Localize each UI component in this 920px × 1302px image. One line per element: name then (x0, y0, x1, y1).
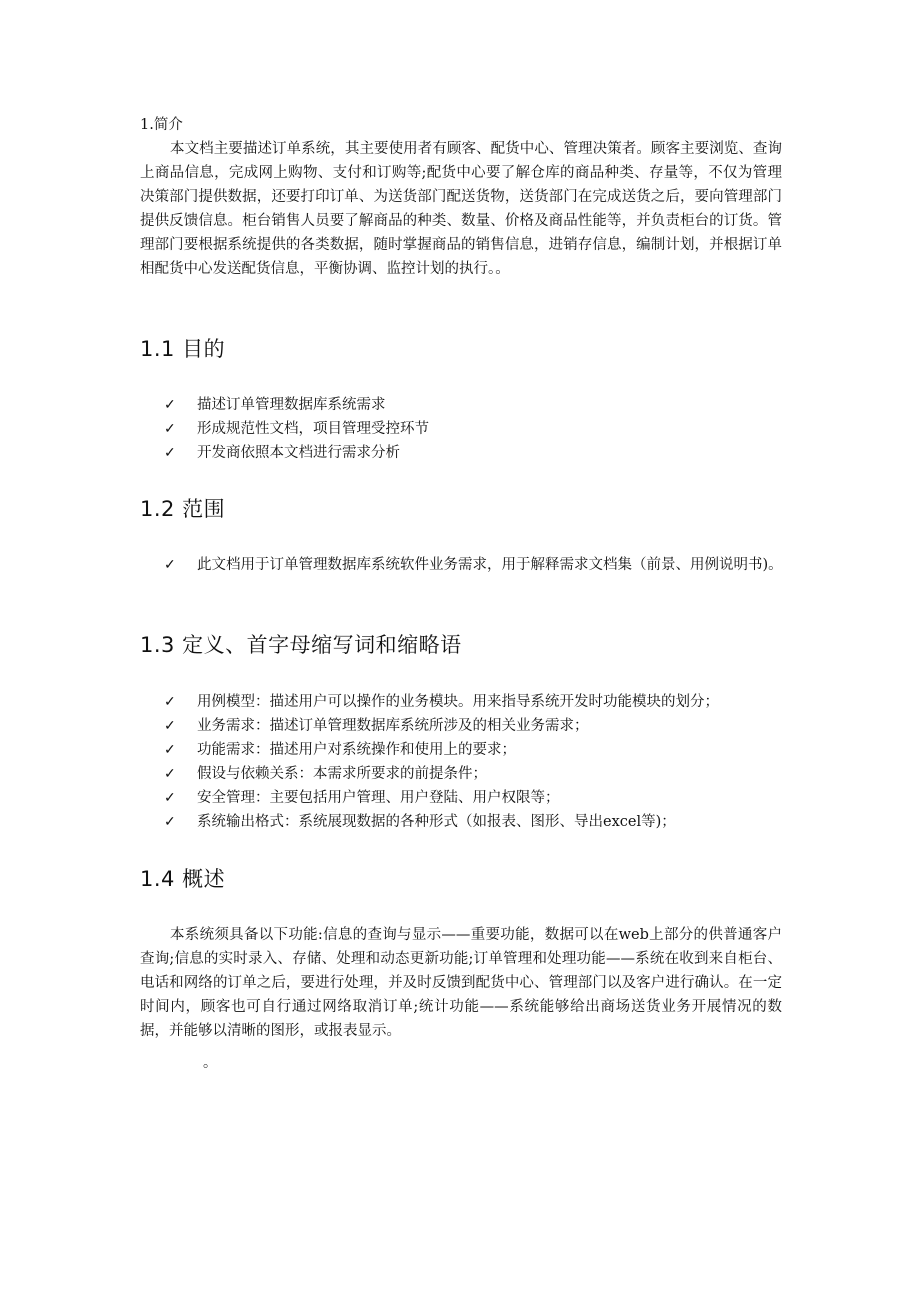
list-item (160, 714, 786, 738)
list-item (160, 553, 786, 577)
list-item (160, 417, 786, 441)
checkmark-icon: ✓ (164, 397, 176, 413)
checkmark-icon: ✓ (164, 742, 176, 758)
section-heading-definitions: 1.3 定义、首字母缩写词和缩略语 (140, 633, 462, 657)
list-item-text: 开发商依照本文档进行需求分析 (197, 445, 400, 461)
list-item (160, 441, 786, 465)
checkmark-icon: ✓ (164, 814, 176, 830)
list-item-text: 业务需求：描述订单管理数据库系统所涉及的相关业务需求； (197, 718, 589, 734)
list-item (160, 810, 786, 834)
overview-paragraph: 本系统须具备以下功能:信息的查询与显示——重要功能，数据可以在web上部分的供普通客户查询;信息的实时录入、存储、处理和动态更新功能;订单管理和处理功能——系统在收到来自柜台、电话和网络的订单之后，要进行处理，并及时反馈到配货中心、管理部门以及客户进行确认。在一定时间内，顾客也可自行通过网络取消订单;统计功能——系统能够给出商场送货业务开展情况的数据，并能够以清晰的图形，或报表显示。 (140, 927, 782, 1039)
list-item-text: 此文档用于订单管理数据库系统软件业务需求，用于解释需求文档集（前景、用例说明书)。 (197, 557, 783, 573)
list-item (160, 762, 786, 786)
intro-title: 1.简介 (140, 117, 183, 133)
list-item-text: 形成规范性文档，项目管理受控环节 (197, 421, 429, 437)
list-item (160, 690, 786, 714)
list-item-text: 用例模型：描述用户可以操作的业务模块。用来指导系统开发时功能模块的划分； (197, 694, 719, 710)
checkmark-icon: ✓ (164, 421, 176, 437)
section-heading-scope: 1.2 范围 (140, 497, 226, 521)
list-item-text: 安全管理：主要包括用户管理、用户登陆、用户权限等； (197, 790, 560, 806)
intro-paragraph: 本文档主要描述订单系统，其主要使用者有顾客、配货中心、管理决策者。顾客主要浏览、查询上商品信息，完成网上购物、支付和订购等;配货中心要了解仓库的商品种类、存量等，不仅为管理决策部门提供数据，还要打印订单、为送货部门配送货物，送货部门在完成送货之后，要向管理部门提供反馈信息。柜台销售人员要了解商品的种类、数量、价格及商品性能等，并负责柜台的订货。管理部门要根据系统提供的各类数据，随时掌握商品的销售信息，进销存信息，编制计划，并根据订单相配货中心发送配货信息，平衡协调、监控计划的执行。。 (140, 141, 782, 277)
checkmark-icon: ✓ (164, 718, 176, 734)
list-item-text: 功能需求：描述用户对系统操作和使用上的要求； (197, 742, 516, 758)
purpose-list (160, 393, 786, 465)
section-heading-purpose: 1.1 目的 (140, 337, 226, 361)
definitions-list (160, 690, 786, 834)
list-item-text: 描述订单管理数据库系统需求 (197, 397, 386, 413)
list-item (160, 786, 786, 810)
list-item-text: 系统输出格式：系统展现数据的各种形式（如报表、图形、导出excel等)； (197, 814, 676, 830)
checkmark-icon: ✓ (164, 694, 176, 710)
list-item (160, 738, 786, 762)
trailing-punctuation: 。 (203, 1055, 217, 1071)
checkmark-icon: ✓ (164, 557, 176, 573)
checkmark-icon: ✓ (164, 790, 176, 806)
list-item (160, 393, 786, 417)
checkmark-icon: ✓ (164, 766, 176, 782)
list-item-text: 假设与依赖关系：本需求所要求的前提条件； (197, 766, 487, 782)
section-heading-overview: 1.4 概述 (140, 867, 226, 891)
scope-list (160, 553, 786, 577)
checkmark-icon: ✓ (164, 445, 176, 461)
